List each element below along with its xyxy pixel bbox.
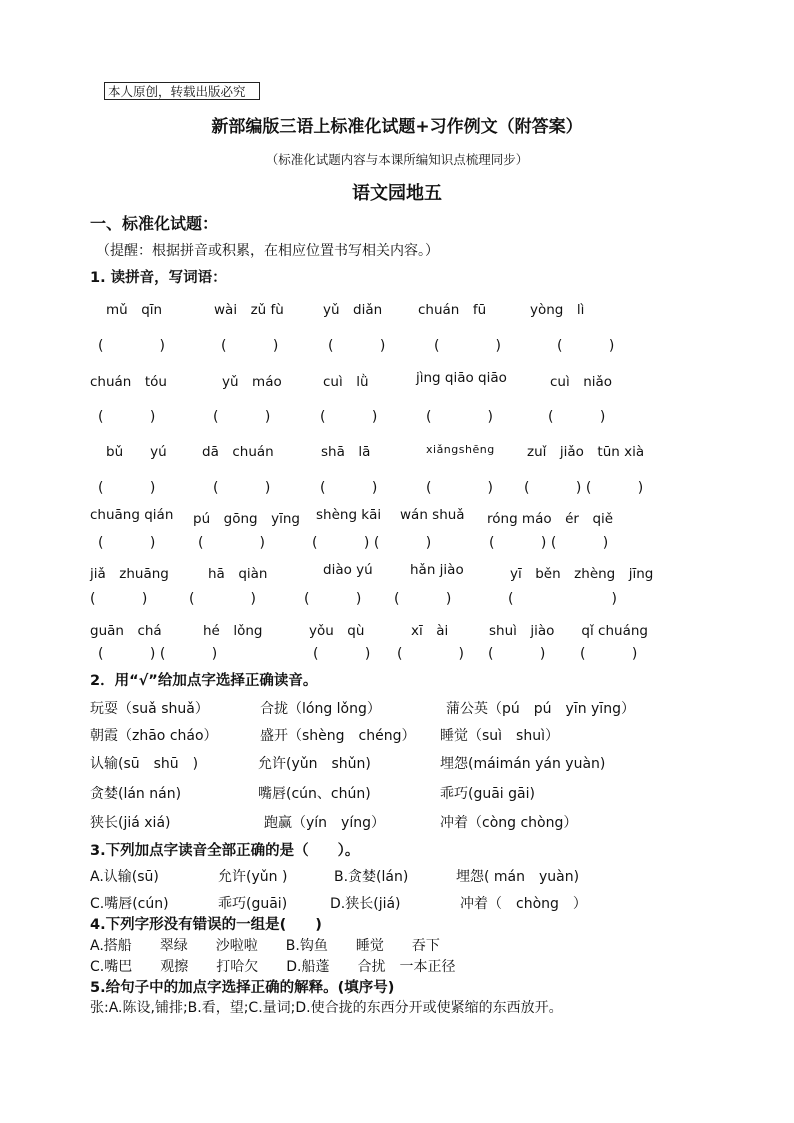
copyright-tag: 本人原创，转载出版必究 <box>104 82 260 100</box>
reading-choice[interactable]: 贪婪(lán nán) <box>90 786 182 802</box>
pinyin-prompt: dā chuán <box>202 444 274 460</box>
reading-choice[interactable]: 蒲公英（pú pú yīn yīng） <box>446 701 635 717</box>
pinyin-prompt: yǔ diǎn <box>323 302 383 318</box>
q1-title: 1. 读拼音，写词语： <box>90 270 227 286</box>
option-c[interactable]: C.嘴唇(cún) <box>90 896 169 912</box>
q2-title: 2．用“√”给加点字选择正确读音。 <box>90 673 318 689</box>
pinyin-prompt: chuán tóu <box>90 374 167 390</box>
answer-blank[interactable]: ( ) <box>557 338 615 354</box>
option-d[interactable]: D.狭长(jiá) <box>330 896 401 912</box>
answer-blank[interactable]: ( ) <box>580 646 638 662</box>
option-d-word2: 冲着（ chòng ） <box>460 896 587 912</box>
pinyin-prompt: cuì lǜ <box>323 374 369 390</box>
option-b-word2: 埋怨( mán yuàn) <box>456 869 580 885</box>
answer-blank[interactable]: ( ) <box>320 480 378 496</box>
reading-choice[interactable]: 盛开（shèng chéng） <box>260 728 416 744</box>
reading-choice[interactable]: 冲着（còng chòng） <box>440 815 578 831</box>
answer-blank[interactable]: ( ) ( ) <box>98 646 218 662</box>
section-tip: （提醒：根据拼音或积累，在相应位置书写相关内容。） <box>96 243 439 259</box>
answer-blank[interactable]: ( ) <box>189 591 256 607</box>
pinyin-prompt: chuāng qián <box>90 507 174 523</box>
pinyin-prompt: jìng qiāo qiāo <box>416 370 507 386</box>
answer-blank[interactable]: ( ) <box>397 646 464 662</box>
pinyin-prompt: mǔ qīn <box>106 302 163 318</box>
answer-blank[interactable]: ( ) <box>304 591 362 607</box>
reading-choice[interactable]: 埋怨(máimán yán yuàn) <box>440 756 606 772</box>
page-title: 新部编版三语上标准化试题+习作例文（附答案） <box>211 117 583 137</box>
answer-blank[interactable]: ( ) <box>213 480 271 496</box>
reading-choice[interactable]: 跑赢（yín yíng） <box>264 815 385 831</box>
pinyin-prompt: hé lǒng <box>203 623 263 639</box>
pinyin-prompt: chuán fū <box>418 302 487 318</box>
reading-choice[interactable]: 睡觉（suì shuì） <box>440 728 559 744</box>
pinyin-prompt: xiǎngshēng <box>426 443 495 456</box>
reading-choice[interactable]: 玩耍（suǎ shuǎ） <box>90 701 209 717</box>
reading-choice[interactable]: 朝霞（zhāo cháo） <box>90 728 218 744</box>
answer-blank[interactable]: ( ) <box>508 591 617 607</box>
pinyin-prompt: yī běn zhèng jīng <box>510 566 654 582</box>
pinyin-prompt: xī ài <box>411 623 449 639</box>
page-subtitle: （标准化试题内容与本课所编知识点梳理同步） <box>265 152 529 167</box>
option-a-word2: 允许(yǔn ) <box>218 869 288 885</box>
answer-blank[interactable]: ( ) <box>394 591 452 607</box>
answer-blank[interactable]: ( ) ( ) <box>489 535 609 551</box>
answer-blank[interactable]: ( ) <box>426 409 493 425</box>
answer-blank[interactable]: ( ) <box>434 338 501 354</box>
answer-blank[interactable]: ( ) <box>213 409 271 425</box>
answer-blank[interactable]: ( ) <box>488 646 546 662</box>
q4-title: 4.下列字形没有错误的一组是( ) <box>90 917 322 933</box>
section-heading: 一、标准化试题： <box>90 214 219 233</box>
reading-choice[interactable]: 狭长(jiá xiá) <box>90 815 171 831</box>
pinyin-prompt: shā lā <box>321 444 371 460</box>
answer-blank[interactable]: ( ) <box>221 338 279 354</box>
pinyin-prompt: wán shuǎ <box>400 507 465 523</box>
pinyin-prompt: hǎn jiào <box>410 562 464 578</box>
option-c-word2: 乖巧(guāi) <box>218 896 288 912</box>
pinyin-prompt: shuì jiào qǐ chuáng <box>489 623 648 639</box>
reading-choice[interactable]: 嘴唇(cún、chún) <box>258 786 371 802</box>
answer-blank[interactable]: ( ) <box>98 338 165 354</box>
reading-choice[interactable]: 乖巧(guāi gāi) <box>440 786 535 802</box>
q4-options-ab[interactable]: A.搭船 翠绿 沙啦啦 B.钩鱼 睡觉 吞下 <box>90 938 440 954</box>
answer-blank[interactable]: ( ) <box>98 409 156 425</box>
pinyin-prompt: pú gōng yīng <box>193 511 300 527</box>
answer-blank[interactable]: ( ) <box>320 409 378 425</box>
pinyin-prompt: yòng lì <box>530 302 585 318</box>
pinyin-prompt: guān chá <box>90 623 162 639</box>
answer-blank[interactable]: ( ) <box>98 535 156 551</box>
answer-blank[interactable]: ( ) <box>313 646 371 662</box>
pinyin-prompt: hā qiàn <box>208 566 268 582</box>
q4-options-cd[interactable]: C.嘴巴 观擦 打哈欠 D.船蓬 合扰 一本正径 <box>90 959 456 975</box>
pinyin-prompt: yǔ máo <box>222 374 282 390</box>
pinyin-prompt: wài zǔ fù <box>214 302 284 318</box>
reading-choice[interactable]: 认输(sū shū ) <box>90 756 199 772</box>
pinyin-prompt: yǒu qù <box>309 623 365 639</box>
answer-blank[interactable]: ( ) ( ) <box>524 480 644 496</box>
q5-definitions: 张:A.陈设,铺排;B.看，望;C.量词;D.使合拢的东西分开或使紧缩的东西放开。 <box>90 1000 563 1016</box>
answer-blank[interactable]: ( ) <box>548 409 606 425</box>
reading-choice[interactable]: 允许(yǔn shǔn) <box>258 756 371 772</box>
q3-title: 3.下列加点字读音全部正确的是（ ）。 <box>90 843 360 859</box>
answer-blank[interactable]: ( ) ( ) <box>312 535 432 551</box>
pinyin-prompt: cuì niǎo <box>550 374 613 390</box>
option-a[interactable]: A.认输(sū) <box>90 869 159 885</box>
pinyin-prompt: shèng kāi <box>316 507 382 523</box>
pinyin-prompt: bǔ yú <box>106 444 167 460</box>
answer-blank[interactable]: ( ) <box>328 338 386 354</box>
reading-choice[interactable]: 合拢（lóng lǒng） <box>260 701 381 717</box>
pinyin-prompt: róng máo ér qiě <box>487 511 614 527</box>
option-b[interactable]: B.贪婪(lán) <box>334 869 409 885</box>
q5-title: 5.给句子中的加点字选择正确的解释。(填序号) <box>90 980 395 996</box>
answer-blank[interactable]: ( ) <box>426 480 493 496</box>
answer-blank[interactable]: ( ) <box>198 535 265 551</box>
pinyin-prompt: diào yú <box>323 562 373 578</box>
pinyin-prompt: jiǎ zhuāng <box>90 566 169 582</box>
pinyin-prompt: zuǐ jiǎo tūn xià <box>527 444 645 460</box>
answer-blank[interactable]: ( ) <box>98 480 156 496</box>
answer-blank[interactable]: ( ) <box>90 591 148 607</box>
unit-title: 语文园地五 <box>352 183 442 204</box>
